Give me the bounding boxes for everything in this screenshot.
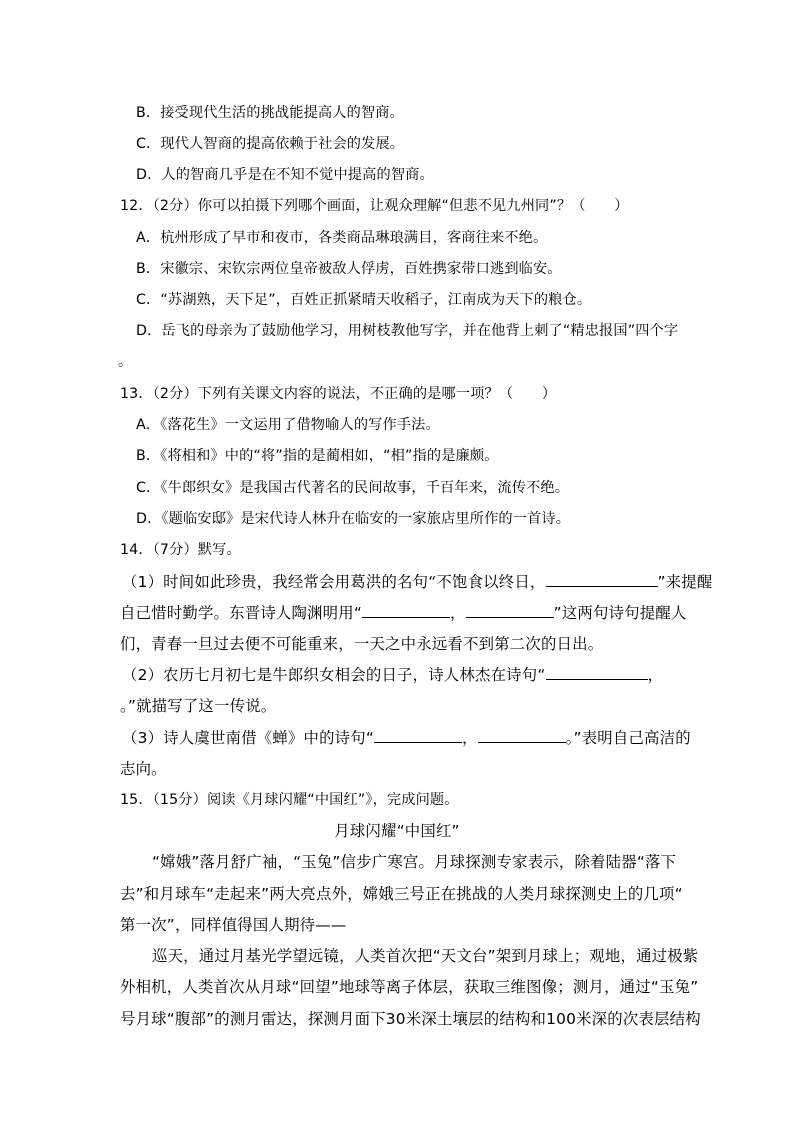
q14-part1-text-c: 自己惜时勤学。东晋诗人陶渊明用“ xyxy=(120,604,363,622)
answer-blank[interactable] xyxy=(466,603,554,618)
q13-option-c: C．《牛郎织女》是我国古代著名的民间故事，千百年来，流传不绝。 xyxy=(136,480,570,496)
q14-part1-line2 xyxy=(120,603,687,623)
q15-para1-line2: 去”和月球车“走起来”两大亮点外，嫦娥三号正在挑战的人类月球探测史上的几项“ xyxy=(120,885,683,903)
q15-passage-title: 月球闪耀“中国红” xyxy=(334,822,460,840)
q14-stem: 14．（7分）默写。 xyxy=(120,542,241,558)
answer-blank[interactable] xyxy=(478,728,566,743)
q15-para2-line3: 号月球“腹部”的测月雷达，探测月面下30米深土壤层的结构和100米深的次表层结构 xyxy=(120,1010,701,1028)
q15-para2-line1: 巡天，通过月基光学望远镜，人类首次把“天文台”架到月球上；观地，通过极紫 xyxy=(152,947,699,965)
q15-para1-line3: 第一次”，同样值得国人期待—— xyxy=(120,916,347,934)
q14-part3-text-c: 。”表明自己高洁的 xyxy=(565,729,691,747)
q12-option-c: C．“苏湖熟，天下足”，百姓正抓紧晴天收稻子，江南成为天下的粮仓。 xyxy=(136,292,592,308)
q11-option-c: C．现代人智商的提高依赖于社会的发展。 xyxy=(136,136,405,152)
q14-part2-line2: 。”就描写了这一传说。 xyxy=(120,697,277,715)
q14-part1-line1 xyxy=(122,572,712,592)
q13-option-d: D．《题临安邸》是宋代诗人林升在临安的一家旅店里所作的一首诗。 xyxy=(136,511,571,527)
q12-option-d: D．岳飞的母亲为了鼓励他学习，用树枝教他写字，并在他背上刺了“精忠报国”四个字 xyxy=(136,323,679,339)
q12-option-a: A．杭州形成了早市和夜市，各类商品琳琅满目，客商往来不绝。 xyxy=(136,230,548,246)
q13-option-a: A．《落花生》一文运用了借物喻人的写作手法。 xyxy=(136,417,440,433)
q11-option-d: D．人的智商几乎是在不知不觉中提高的智商。 xyxy=(136,167,434,183)
q14-part2-text-a: （2）农历七月初七是牛郎织女相会的日子，诗人林杰在诗句“ xyxy=(122,666,546,684)
q15-para1-line1: “嫦娥”落月舒广袖，“玉兔”信步广寒宫。月球探测专家表示，除着陆器“落下 xyxy=(152,853,677,871)
answer-blank[interactable] xyxy=(374,728,462,743)
q14-part1-text-b: ”来提醒 xyxy=(657,573,713,591)
q11-option-b: B．接受现代生活的挑战能提高人的智商。 xyxy=(136,105,404,121)
q14-part3-line2: 志向。 xyxy=(120,760,167,778)
q14-part3-line1 xyxy=(122,728,691,748)
q14-part2-text-b: ， xyxy=(647,666,664,684)
q14-part1-text-d: ， xyxy=(450,604,466,622)
q14-part1-text-e: ”这两句诗句提醒人 xyxy=(553,604,687,622)
q14-part2-line1 xyxy=(122,665,663,685)
q15-para2-line2: 外相机，人类首次从月球“回望”地球等离子体层，获取三维图像；测月，通过“玉兔” xyxy=(120,978,699,996)
q13-stem: 13．（2分）下列有关课文内容的说法，不正确的是哪一项？（ ） xyxy=(120,386,557,402)
q15-stem: 15．（15分）阅读《月球闪耀“中国红”》，完成问题。 xyxy=(120,792,459,808)
q13-option-b: B．《将相和》中的“将”指的是蔺相如，“相”指的是廉颇。 xyxy=(136,448,499,464)
q12-option-b: B．宋徽宗、宋钦宗两位皇帝被敌人俘虏，百姓携家带口逃到临安。 xyxy=(136,261,562,277)
answer-blank[interactable] xyxy=(546,665,648,680)
q14-part1-text-a: （1）时间如此珍贵，我经常会用葛洪的名句“不饱食以终日， xyxy=(122,573,546,591)
q14-part3-text-a: （3）诗人虞世南借《蝉》中的诗句“ xyxy=(122,729,375,747)
q12-tail: 。 xyxy=(118,354,133,370)
q14-part3-text-b: ， xyxy=(462,729,478,747)
answer-blank[interactable] xyxy=(362,603,450,618)
q14-part1-line3: 们，青春一旦过去便不可能重来，一天之中永远看不到第二次的日出。 xyxy=(120,635,604,653)
answer-blank[interactable] xyxy=(546,572,658,587)
q12-stem: 12．（2分）你可以拍摄下列哪个画面，让观众理解“但悲不见九州同”？（ ） xyxy=(120,198,629,214)
